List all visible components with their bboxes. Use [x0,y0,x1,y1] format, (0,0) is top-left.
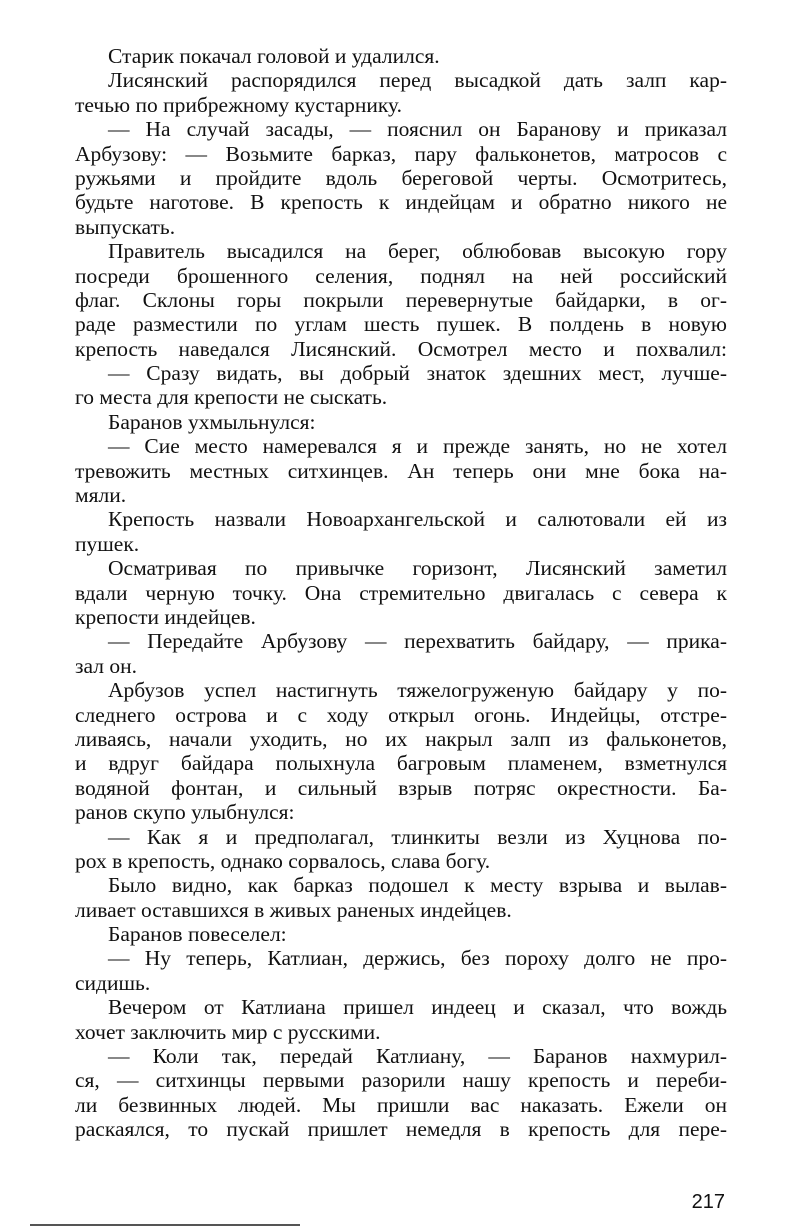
page-number: 217 [691,1191,725,1213]
text-line: ливаясь, начали уходить, но их накрыл залп из фальконетов, [75,726,727,751]
text-line: Лисянский распорядился перед высадкой дать залп кар- [108,68,727,93]
text-line: — Как я и предполагал, тлинкиты везли из Хуцнова по- [108,824,727,849]
text-line: течью по прибрежному кустарнику. [75,92,403,117]
text-line: — Сие место намеревался я и прежде занять, но не хотел [108,434,727,459]
text-line: рох в крепость, однако сорвалось, слава богу. [75,848,491,873]
text-line: ранов скупо улыбнулся: [75,800,295,825]
text-line: тревожить местных ситхинцев. Ан теперь они мне бока на- [75,458,727,483]
text-line: вдали черную точку. Она стремительно двигалась с севера к [75,580,727,605]
text-line: Баранов повеселел: [108,922,287,947]
text-line: ливает оставшихся в живых раненых индейцев. [75,897,512,922]
text-line: крепости индейцев. [75,604,256,629]
text-line: ружьями и пройдите вдоль береговой черты. Осмотритесь, [75,165,727,190]
text-line: и вдруг байдара полыхнула багровым пламенем, взметнулся [75,751,727,776]
text-line: зал он. [75,653,137,678]
text-line: Арбузову: — Возьмите барказ, пару фальконетов, матросов с [75,141,727,166]
page-text [75,44,727,1142]
text-line: сидишь. [75,970,151,995]
text-line: — На случай засады, — пояснил он Баранову и приказал [108,117,727,142]
text-line: Было видно, как барказ подошел к месту взрыва и вылав- [108,873,727,898]
text-line: хочет заключить мир с русскими. [75,1019,381,1044]
text-line: — Сразу видать, вы добрый знаток здешних мест, лучше- [108,361,727,386]
text-line: Правитель высадился на берег, облюбовав высокую гору [108,239,727,264]
text-line: раде разместили по углам шесть пушек. В полдень в новую [75,312,727,337]
text-line: Осматривая по привычке горизонт, Лисянский заметил [108,556,727,581]
text-line: посреди брошенного селения, поднял на ней российский [75,263,727,288]
text-line: Арбузов успел настигнуть тяжелогруженую байдару у по- [108,678,727,703]
text-line: Старик покачал головой и удалился. [108,44,440,68]
text-line: выпускать. [75,214,176,239]
text-line: ли безвинных людей. Мы пришли вас наказать. Ежели он [75,1092,727,1117]
text-line: крепость наведался Лисянский. Осмотрел место и похвалил: [75,336,727,361]
text-line: — Ну теперь, Катлиан, держись, без пороху долго не про- [108,946,727,971]
text-line: — Коли так, передай Катлиану, — Баранов нахмурил- [108,1044,727,1069]
text-line: водяной фонтан, и сильный взрыв потряс окрестности. Ба- [75,775,727,800]
text-line: будьте наготове. В крепость к индейцам и обратно никого не [75,190,727,215]
text-line: раскаялся, то пускай пришлет немедля в крепость для пере- [75,1117,727,1142]
text-line: мяли. [75,483,127,508]
text-line: следнего острова и с ходу открыл огонь. Индейцы, отстре- [75,702,727,727]
text-line: — Передайте Арбузову — перехватить байдару, — прика- [108,629,727,654]
bottom-rule [30,1224,300,1226]
text-line: ся, — ситхинцы первыми разорили нашу крепость и переби- [75,1068,727,1093]
text-line: Вечером от Катлиана пришел индеец и сказал, что вождь [108,995,727,1020]
text-line: го места для крепости не сыскать. [75,385,388,410]
text-line: Баранов ухмыльнулся: [108,409,316,434]
text-line: пушек. [75,531,140,556]
text-line: флаг. Склоны горы покрыли перевернутые байдарки, в ог- [75,287,727,312]
text-line: Крепость назвали Новоархангельской и салютовали ей из [108,507,727,532]
